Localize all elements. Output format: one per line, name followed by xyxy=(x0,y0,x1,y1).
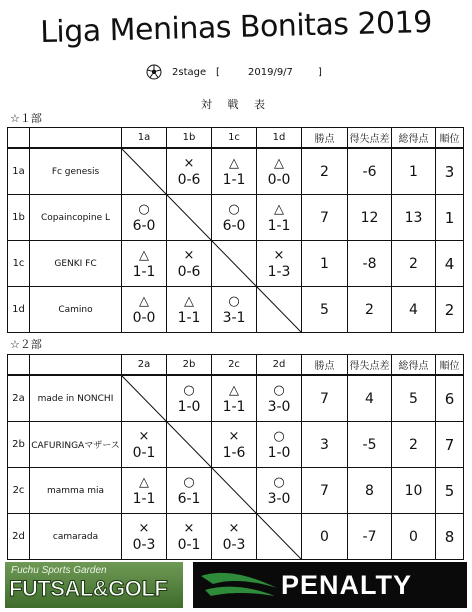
match-result-cell xyxy=(212,422,257,468)
match-score: 6-0 xyxy=(222,217,246,234)
result-symbol: △ xyxy=(139,247,149,263)
diagonal-line xyxy=(122,376,166,421)
self-match-cell xyxy=(212,468,257,514)
match-result-cell xyxy=(257,241,302,287)
diagonal-line xyxy=(212,468,256,513)
result-symbol: △ xyxy=(184,293,194,309)
standings-table xyxy=(7,127,464,333)
match-score: 1-1 xyxy=(222,171,246,188)
diagonal-line xyxy=(212,241,256,286)
result-symbol: △ xyxy=(274,201,284,217)
match-result-cell xyxy=(122,287,167,333)
table-row xyxy=(8,287,464,333)
match-score: 3-0 xyxy=(267,398,291,415)
team-points: 2 xyxy=(302,148,348,195)
match-score: 1-1 xyxy=(132,490,156,507)
sponsor-left-line2: FUTSAL&GOLF xyxy=(9,576,168,601)
diagonal-line xyxy=(167,422,211,467)
team-total-goals: 2 xyxy=(392,422,436,468)
result-symbol: ○ xyxy=(273,474,285,490)
team-goal-diff: -6 xyxy=(348,148,392,195)
header-total-goals: 総得点 xyxy=(392,355,436,376)
match-result-cell xyxy=(167,375,212,422)
match-result-cell xyxy=(167,468,212,514)
team-goal-diff: -8 xyxy=(348,241,392,287)
match-result-cell xyxy=(257,375,302,422)
match-result-cell xyxy=(212,148,257,195)
match-result-cell xyxy=(257,195,302,241)
page-title: Liga Meninas Bonitas 2019 xyxy=(39,4,433,51)
table-header-row xyxy=(8,355,464,376)
table-row xyxy=(8,195,464,241)
header-opponent-code: 2d xyxy=(257,355,302,376)
team-points: 1 xyxy=(302,241,348,287)
match-result-cell xyxy=(212,375,257,422)
penalty-swoosh-icon xyxy=(199,568,279,602)
self-match-cell xyxy=(167,422,212,468)
header-blank-name xyxy=(30,355,122,376)
division-label: ☆２部 xyxy=(10,338,42,351)
diagonal-line xyxy=(122,149,166,194)
header-total-goals: 総得点 xyxy=(392,128,436,149)
diagonal-line xyxy=(257,514,301,559)
result-symbol: × xyxy=(138,428,150,444)
team-name: Copaincopine L xyxy=(30,195,122,241)
penalty-logo xyxy=(193,562,467,608)
match-score: 0-6 xyxy=(177,171,201,188)
self-match-cell xyxy=(257,287,302,333)
result-symbol: △ xyxy=(229,382,239,398)
result-symbol: × xyxy=(228,428,240,444)
match-score: 0-1 xyxy=(177,536,201,553)
header-blank-name xyxy=(30,128,122,149)
table-row xyxy=(8,375,464,422)
team-code: 2c xyxy=(8,468,30,514)
team-points: 7 xyxy=(302,195,348,241)
self-match-cell xyxy=(122,148,167,195)
team-points: 0 xyxy=(302,514,348,560)
match-score: 1-6 xyxy=(222,444,246,461)
header-blank-code xyxy=(8,128,30,149)
match-result-cell xyxy=(257,148,302,195)
team-points: 3 xyxy=(302,422,348,468)
team-code: 1a xyxy=(8,148,30,195)
team-rank: 5 xyxy=(436,468,464,514)
self-match-cell xyxy=(122,375,167,422)
team-rank: 3 xyxy=(436,148,464,195)
match-score: 1-3 xyxy=(267,263,291,280)
match-score: 1-1 xyxy=(177,309,201,326)
team-points: 5 xyxy=(302,287,348,333)
header-opponent-code: 1a xyxy=(122,128,167,149)
team-code: 1c xyxy=(8,241,30,287)
self-match-cell xyxy=(257,514,302,560)
match-score: 0-1 xyxy=(132,444,156,461)
team-goal-diff: 8 xyxy=(348,468,392,514)
match-score: 0-0 xyxy=(267,171,291,188)
team-name: made in NONCHI xyxy=(30,375,122,422)
result-symbol: ○ xyxy=(228,201,240,217)
match-result-cell xyxy=(212,514,257,560)
result-symbol: × xyxy=(138,520,150,536)
stage-label: 2stage xyxy=(172,67,207,78)
result-symbol: × xyxy=(183,247,195,263)
fuchu-sports-garden-logo xyxy=(5,562,183,608)
match-result-cell xyxy=(122,468,167,514)
self-match-cell xyxy=(212,241,257,287)
header-rank: 順位 xyxy=(436,128,464,149)
team-name: camarada xyxy=(30,514,122,560)
table-row xyxy=(8,241,464,287)
self-match-cell xyxy=(167,195,212,241)
match-score: 0-6 xyxy=(177,263,201,280)
header-opponent-code: 2b xyxy=(167,355,212,376)
team-rank: 2 xyxy=(436,287,464,333)
match-score: 0-3 xyxy=(222,536,246,553)
team-code: 1d xyxy=(8,287,30,333)
team-goal-diff: 12 xyxy=(348,195,392,241)
team-goal-diff: -5 xyxy=(348,422,392,468)
team-rank: 7 xyxy=(436,422,464,468)
match-result-cell xyxy=(122,241,167,287)
match-result-cell xyxy=(212,195,257,241)
match-score: 0-3 xyxy=(132,536,156,553)
match-score: 0-0 xyxy=(132,309,156,326)
header-blank-code xyxy=(8,355,30,376)
team-points: 7 xyxy=(302,375,348,422)
team-goal-diff: 4 xyxy=(348,375,392,422)
result-symbol: ○ xyxy=(273,428,285,444)
match-score: 1-1 xyxy=(222,398,246,415)
team-total-goals: 5 xyxy=(392,375,436,422)
match-score: 3-0 xyxy=(267,490,291,507)
result-symbol: × xyxy=(183,520,195,536)
match-date: 2019/9/7 xyxy=(248,67,293,78)
header-goal-diff: 得失点差 xyxy=(348,128,392,149)
match-result-cell xyxy=(257,422,302,468)
team-goal-diff: -7 xyxy=(348,514,392,560)
match-score: 1-1 xyxy=(132,263,156,280)
team-name: Fc genesis xyxy=(30,148,122,195)
team-code: 2a xyxy=(8,375,30,422)
sponsor-left-line1: Fuchu Sports Garden xyxy=(11,565,107,576)
header-opponent-code: 1c xyxy=(212,128,257,149)
match-result-cell xyxy=(167,514,212,560)
result-symbol: △ xyxy=(274,155,284,171)
date-bracket-left: [ xyxy=(216,67,220,78)
diagonal-line xyxy=(257,287,301,332)
team-points: 7 xyxy=(302,468,348,514)
team-rank: 8 xyxy=(436,514,464,560)
sponsor-right-brand: PENALTY xyxy=(281,570,413,600)
match-result-cell xyxy=(122,422,167,468)
match-result-cell xyxy=(167,287,212,333)
team-rank: 6 xyxy=(436,375,464,422)
team-goal-diff: 2 xyxy=(348,287,392,333)
stage-info xyxy=(0,64,472,82)
result-symbol: ○ xyxy=(183,474,195,490)
header-opponent-code: 2c xyxy=(212,355,257,376)
table-header-row xyxy=(8,128,464,149)
team-code: 1b xyxy=(8,195,30,241)
match-score: 1-0 xyxy=(267,444,291,461)
result-symbol: × xyxy=(183,155,195,171)
result-symbol: × xyxy=(273,247,285,263)
header-rank: 順位 xyxy=(436,355,464,376)
result-symbol: × xyxy=(228,520,240,536)
team-total-goals: 10 xyxy=(392,468,436,514)
team-name: CAFURINGAマザース xyxy=(30,422,122,468)
team-name: mamma mia xyxy=(30,468,122,514)
table-row xyxy=(8,468,464,514)
team-code: 2b xyxy=(8,422,30,468)
table-row xyxy=(8,148,464,195)
match-result-cell xyxy=(212,287,257,333)
result-symbol: △ xyxy=(229,155,239,171)
match-score: 1-0 xyxy=(177,398,201,415)
team-total-goals: 1 xyxy=(392,148,436,195)
match-score: 3-1 xyxy=(222,309,246,326)
fixtures-heading: 対 戦 表 xyxy=(201,98,271,111)
match-result-cell xyxy=(167,148,212,195)
header-opponent-code: 1b xyxy=(167,128,212,149)
team-code: 2d xyxy=(8,514,30,560)
soccer-ball-icon xyxy=(146,64,162,80)
team-total-goals: 4 xyxy=(392,287,436,333)
result-symbol: △ xyxy=(139,293,149,309)
diagonal-line xyxy=(167,195,211,240)
match-score: 6-1 xyxy=(177,490,201,507)
date-bracket-right: ] xyxy=(318,67,322,78)
team-total-goals: 0 xyxy=(392,514,436,560)
header-goal-diff: 得失点差 xyxy=(348,355,392,376)
team-name: GENKI FC xyxy=(30,241,122,287)
match-result-cell xyxy=(122,514,167,560)
result-symbol: △ xyxy=(139,474,149,490)
team-total-goals: 13 xyxy=(392,195,436,241)
match-result-cell xyxy=(122,195,167,241)
result-symbol: ○ xyxy=(273,382,285,398)
result-symbol: ○ xyxy=(183,382,195,398)
team-name: Camino xyxy=(30,287,122,333)
match-result-cell xyxy=(167,241,212,287)
match-result-cell xyxy=(257,468,302,514)
match-score: 1-1 xyxy=(267,217,291,234)
standings-table xyxy=(7,354,464,560)
match-score: 6-0 xyxy=(132,217,156,234)
division-label: ☆１部 xyxy=(10,112,42,125)
header-points: 勝点 xyxy=(302,128,348,149)
table-row xyxy=(8,514,464,560)
team-rank: 1 xyxy=(436,195,464,241)
header-points: 勝点 xyxy=(302,355,348,376)
result-symbol: ○ xyxy=(228,293,240,309)
header-opponent-code: 2a xyxy=(122,355,167,376)
result-symbol: ○ xyxy=(138,201,150,217)
team-rank: 4 xyxy=(436,241,464,287)
header-opponent-code: 1d xyxy=(257,128,302,149)
table-row xyxy=(8,422,464,468)
team-total-goals: 2 xyxy=(392,241,436,287)
